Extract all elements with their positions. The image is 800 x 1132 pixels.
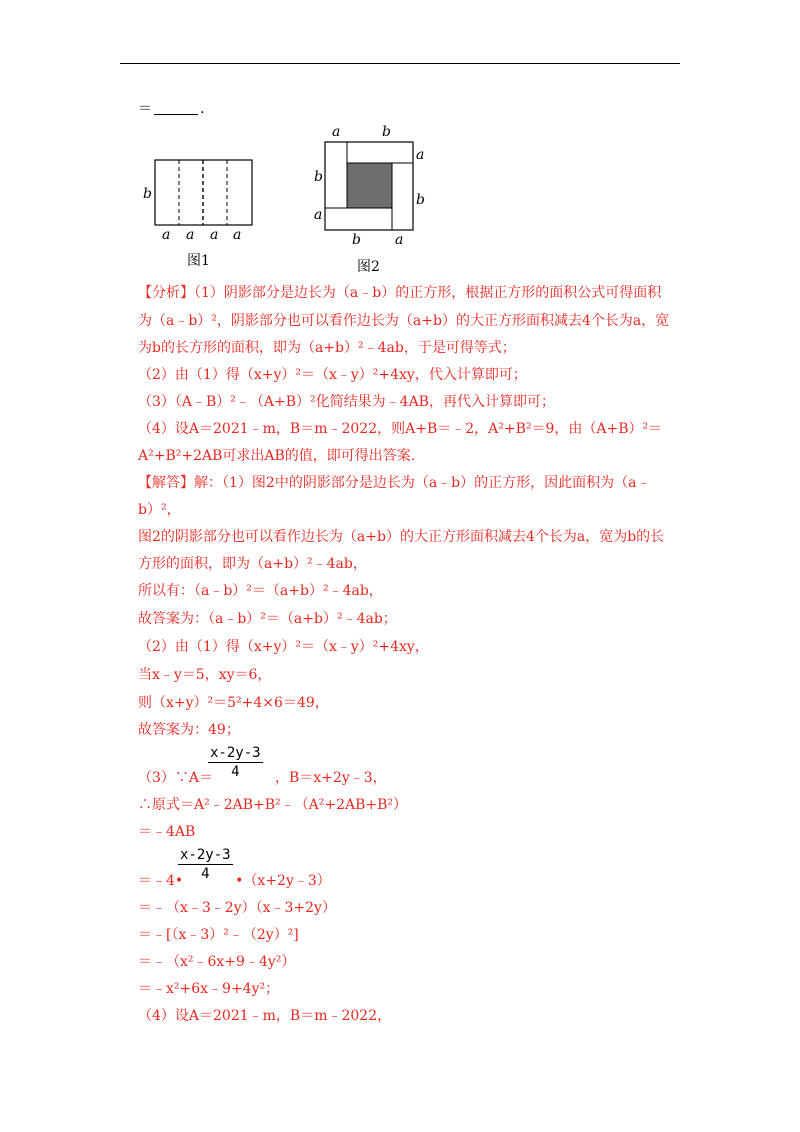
figure-2: [320, 138, 420, 238]
solution-line-3: 图2的阴影部分也可以看作边长为（a+b）的大正方形面积减去4个长为a，宽为b的长: [138, 529, 665, 545]
solution-line-6: 故答案为：（a﹣b）²＝（a+b）²﹣4ab；: [138, 611, 397, 627]
solution-line-18: ＝﹣x²+6x﹣9+4y²；: [138, 981, 280, 997]
analysis-line-6: （4）设A＝2021﹣m，B＝m﹣2022，则A+B＝﹣2，A²+B²＝9，由（A+B）²＝: [138, 421, 663, 437]
solution-line-8: 当x﹣y＝5，xy＝6，: [138, 667, 272, 683]
fig1-side-label: b: [143, 186, 152, 202]
fig2-right-label: b: [416, 192, 425, 208]
solution-text: 解：（1）图2中的阴影部分是边长为（a﹣b）的正方形，因此面积为（a﹣: [194, 475, 651, 491]
fraction-denominator: 4: [231, 764, 240, 780]
solution-line-5: 所以有：（a﹣b）²＝（a+b）²﹣4ab，: [138, 583, 383, 599]
solution-line-13: ＝﹣4AB: [138, 824, 196, 840]
fig2-top-label: a: [332, 124, 341, 140]
solution-line-10: 故答案为：49；: [138, 722, 240, 738]
fig2-left-label: a: [314, 207, 323, 223]
analysis-line-1: [138, 284, 661, 302]
solution-line-7: （2）由（1）得（x+y）²＝（x﹣y）²+4xy，: [138, 639, 429, 655]
solution-tag: 【解答】: [138, 475, 194, 491]
solution-line-11: [138, 769, 387, 787]
shaded-square: [347, 163, 392, 208]
solution-line-12: ∴原式＝A²﹣2AB+B²﹣（A²+2AB+B²）: [138, 797, 408, 813]
analysis-line-5: （3）（A﹣B）²﹣（A+B）²化简结果为﹣4AB，再代入计算即可；: [138, 394, 555, 410]
fig2-top-label: b: [382, 124, 391, 140]
analysis-line-4: （2）由（1）得（x+y）²＝（x﹣y）²+4xy，代入计算即可；: [138, 367, 527, 383]
analysis-line-7: A²+B²+2AB可求出AB的值，即可得出答案.: [138, 448, 416, 464]
solution-line-9: 则（x+y）²＝5²+4×6＝49，: [138, 695, 329, 711]
solution-line-19: （4）设A＝2021﹣m，B＝m﹣2022，: [138, 1008, 392, 1024]
answer-blank: [154, 102, 198, 115]
equals-sign: ＝: [138, 101, 152, 117]
fig1-bottom-label: a: [233, 227, 242, 243]
solution-text: •（x+2y﹣3）: [235, 873, 331, 889]
fig2-right-label: a: [416, 147, 425, 163]
fig1-bottom-label: a: [210, 227, 219, 243]
figure-1: [135, 150, 265, 230]
solution-text: （3）∵A＝: [138, 770, 214, 786]
solution-line-2: b）²，: [138, 502, 181, 518]
fig2-caption: 图2: [357, 259, 380, 275]
solution-line-1: [138, 474, 650, 492]
fraction-denominator: 4: [201, 866, 210, 882]
fraction-numerator: x-2y-3: [180, 847, 231, 863]
solution-text: ＝﹣4•: [138, 873, 184, 889]
analysis-text: （1）阴影部分是边长为（a﹣b）的正方形，根据正方形的面积公式可得面积: [194, 285, 662, 301]
solution-line-14: [138, 872, 331, 890]
solution-line-15: ＝﹣（x﹣3﹣2y）（x﹣3+2y）: [138, 900, 336, 916]
header-rule: [120, 63, 680, 64]
fraction-numerator: x-2y-3: [210, 745, 261, 761]
fig1-caption: 图1: [187, 253, 210, 269]
solution-line-17: ＝﹣（x²﹣6x+9﹣4y²）: [138, 954, 296, 970]
fig2-bottom-label: b: [352, 232, 361, 248]
prev-answer-line: ＝ .: [138, 101, 205, 117]
analysis-tag: 【分析】: [138, 285, 194, 301]
solution-line-4: 方形的面积，即为（a+b）²﹣4ab，: [138, 556, 367, 572]
solution-line-16: ＝﹣[（x﹣3）²﹣（2y）²]: [138, 927, 299, 943]
solution-text: ，B＝x+2y﹣3，: [275, 770, 387, 786]
fig1-bottom-label: a: [162, 227, 171, 243]
fig2-left-label: b: [314, 169, 323, 185]
fig2-bottom-label: a: [395, 232, 404, 248]
analysis-line-3: 为b的长方形的面积，即为（a+b）²﹣4ab，于是可得等式；: [138, 340, 516, 356]
fig1-bottom-label: a: [186, 227, 195, 243]
analysis-line-2: 为（a﹣b）²，阴影部分也可以看作边长为（a+b）的大正方形面积减去4个长为a，宽: [138, 313, 670, 329]
